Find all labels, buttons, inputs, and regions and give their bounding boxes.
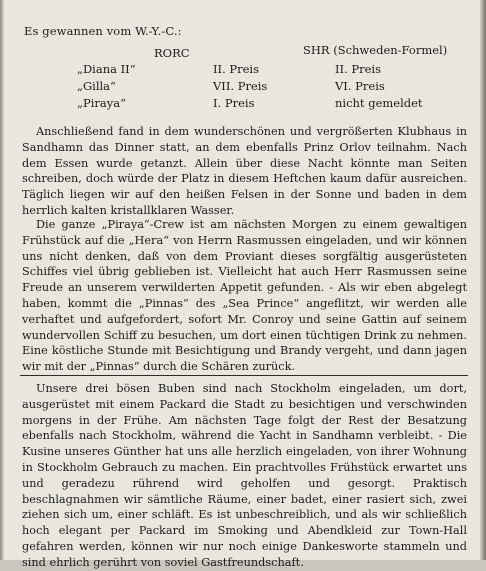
rorc-result: VII. Preis: [213, 79, 268, 93]
boat-name: „Gilla“: [77, 79, 116, 93]
shr-result: nicht gemeldet: [335, 96, 423, 110]
boat-name: „Piraya“: [77, 96, 126, 110]
rorc-result: II. Preis: [213, 62, 260, 76]
column-header-rorc: RORC: [154, 46, 190, 60]
intro-line: Es gewannen vom W.-Y.-C.:: [24, 24, 182, 38]
shr-result: VI. Preis: [335, 79, 385, 93]
boat-name: „Diana II“: [77, 62, 136, 76]
paragraph-stockholm: Unsere drei bösen Buben sind nach Stockholm eingeladen, um dort, ausgerüstet mit einem Packard die Stadt zu besichtigen und verschwinden morgens in der Frühe. Am nächsten Tage folgt der Rest der Besatzung ebenfalls nach Stockholm, während die Yacht in Sandhamn verbleibt. - Die Kusine unseres Günther hat uns alle herzlich eingeladen, von ihrer Wohnung in Stockholm Gebrauch zu machen. Ein prachtvolles Frühstück erwartet uns und geradezu rührend wird geholfen und gesorgt. Praktisch beschlagnahmen wir sämtliche Räume, einer badet, einer rasiert sich, zwei ziehen sich um, einer schläft. Es ist unbeschreiblich, und als wir schließlich hoch elegant per Packard im Smoking und Abendkleid zur Town-Hall gefahren werden, können wir nur noch einige Dankesworte stammeln und sind ehrlich gerührt von soviel Gastfreundschaft.: [22, 382, 467, 569]
result-row: [0, 62, 486, 78]
paragraph-dinner: Anschließend fand in dem wunderschönen und vergrößerten Klubhaus in Sandhamn das Dinner statt, an dem ebenfalls Prinz Orlov teilnahm. Nach dem Essen wurde getanzt. Allein über diese Nacht könnte man Seiten schreiben, doch würde der Platz in diesem Heftchen kaum dafür ausreichen. Täglich liegen wir auf den heißen Felsen in der Sonne und baden in dem herrlich kalten kristallklaren Wasser.: [22, 125, 467, 217]
column-header-shr: SHR (Schweden-Formel): [303, 43, 448, 57]
shr-result: II. Preis: [335, 62, 382, 76]
rorc-result: I. Preis: [213, 96, 255, 110]
paragraph-breakfast: Die ganze „Piraya“-Crew ist am nächsten Morgen zu einem gewaltigen Frühstück auf die „Hera“ von Herrn Rasmussen eingeladen, und wir können uns nicht denken, daß von dem Proviant dieses sorgfältig ausgerüsteten Schiffes viel übrig geblieben ist. Vielleicht hat auch Herr Rasmussen seine Freude an unserem verwilderten Appetit gefunden. - Als wir eben abgelegt haben, kommt die „Pinnas“ des „Sea Prince“ angeflitzt, wir werden alle verhaftet und aufgefordert, sofort Mr. Conroy und seine Gattin auf seinem wundervollen Schiff zu besuchen, um dort einen tüchtigen Drink zu nehmen. Eine köstliche Stunde mit Besichtigung und Brandy vergeht, und dann jagen wir mit der „Pinnas“ durch die Schären zurück.: [22, 218, 467, 374]
result-row: [0, 96, 486, 112]
divider-line: [20, 375, 468, 376]
result-row: [0, 79, 486, 95]
